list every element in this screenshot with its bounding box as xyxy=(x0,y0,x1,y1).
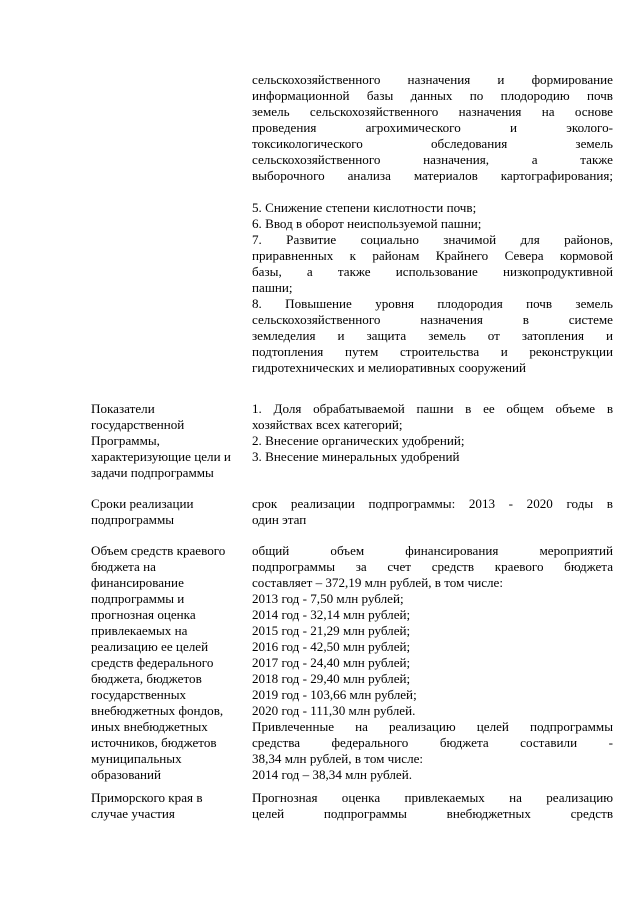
task-text-line: выборочного анализа материалов картографирования; xyxy=(252,168,613,183)
indicators-value-line: 3. Внесение минеральных удобрений xyxy=(252,449,460,464)
funding-label-line: бюджета на xyxy=(91,559,156,574)
funding-label-line: подпрограммы и xyxy=(91,591,185,606)
funding-value-line: 2014 год - 32,14 млн рублей; xyxy=(252,607,411,622)
funding-label-line: реализацию ее целей xyxy=(91,639,209,654)
task-text-line: сельскохозяйственного назначения и формирование xyxy=(252,72,613,87)
task-item-line: приравненных к районам Крайнего Севера кормовой xyxy=(252,248,613,263)
funding-label-line: иных внебюджетных xyxy=(91,719,208,734)
funding-value-line: 2018 год - 29,40 млн рублей; xyxy=(252,671,411,686)
funding-value-line: целей подпрограммы внебюджетных средств xyxy=(252,806,613,821)
funding-value-line: 2013 год - 7,50 млн рублей; xyxy=(252,591,404,606)
indicators-value-line: хозяйствах всех категорий; xyxy=(252,417,403,432)
task-item-line: 5. Снижение степени кислотности почв; xyxy=(252,200,477,215)
funding-value-line: Прогнозная оценка привлекаемых на реализацию xyxy=(252,790,613,805)
task-text-line: проведения агрохимического и эколого- xyxy=(252,120,613,135)
funding-label-line: средств федерального xyxy=(91,655,214,670)
task-text-line: земель сельскохозяйственного назначения на основе xyxy=(252,104,613,119)
indicators-label-line: задачи подпрограммы xyxy=(91,465,214,480)
funding-value-line: 38,34 млн рублей, в том числе: xyxy=(252,751,424,766)
task-text-line: токсикологического обследования земель xyxy=(252,136,613,151)
funding-value-line: 2020 год - 111,30 млн рублей. xyxy=(252,703,416,718)
funding-value-line: общий объем финансирования мероприятий xyxy=(252,543,613,558)
task-text-line: информационной базы данных по плодородию почв xyxy=(252,88,613,103)
task-item-line: базы, а также использование низкопродуктивной xyxy=(252,264,613,279)
funding-value-line: Привлеченные на реализацию целей подпрограммы xyxy=(252,719,613,734)
terms-value-line: один этап xyxy=(252,512,307,527)
indicators-label-line: Показатели xyxy=(91,401,155,416)
indicators-label-line: характеризующие цели и xyxy=(91,449,231,464)
indicators-label-line: государственной xyxy=(91,417,185,432)
task-item-line: 7. Развитие социально значимой для районов, xyxy=(252,232,613,247)
funding-value-line: средства федерального бюджета составили - xyxy=(252,735,613,750)
funding-label-line: привлекаемых на xyxy=(91,623,188,638)
task-text-line: сельскохозяйственного назначения, а также xyxy=(252,152,613,167)
task-item-line: земледелия и защита земель от затопления и xyxy=(252,328,613,343)
funding-value-line: составляет – 372,19 млн рублей, в том числе: xyxy=(252,575,503,590)
indicators-value-line: 1. Доля обрабатываемой пашни в ее общем объеме в xyxy=(252,401,613,416)
funding-label-line: финансирование xyxy=(91,575,184,590)
task-item-line: гидротехнических и мелиоративных сооружений xyxy=(252,360,526,375)
funding-label-line: прогнозная оценка xyxy=(91,607,196,622)
funding-label-line: Приморского края в xyxy=(91,790,203,805)
funding-value-line: подпрограммы за счет средств краевого бюджета xyxy=(252,559,613,574)
funding-label-line: случае участия xyxy=(91,806,175,821)
task-item-line: 8. Повышение уровня плодородия почв земель xyxy=(252,296,613,311)
funding-value-line: 2017 год - 24,40 млн рублей; xyxy=(252,655,411,670)
funding-value-line: 2014 год – 38,34 млн рублей. xyxy=(252,767,412,782)
funding-label-line: внебюджетных фондов, xyxy=(91,703,224,718)
indicators-label-line: Программы, xyxy=(91,433,160,448)
task-item-line: подтопления путем строительства и реконструкции xyxy=(252,344,613,359)
funding-value-line: 2016 год - 42,50 млн рублей; xyxy=(252,639,411,654)
funding-value-line: 2015 год - 21,29 млн рублей; xyxy=(252,623,411,638)
funding-label-line: источников, бюджетов xyxy=(91,735,217,750)
terms-label-line: Сроки реализации xyxy=(91,496,194,511)
terms-value-line: срок реализации подпрограммы: 2013 - 2020 годы в xyxy=(252,496,613,511)
funding-label-line: Объем средств краевого xyxy=(91,543,226,558)
task-item-line: 6. Ввод в оборот неиспользуемой пашни; xyxy=(252,216,482,231)
funding-label-line: образований xyxy=(91,767,162,782)
terms-label-line: подпрограммы xyxy=(91,512,175,527)
task-item-line: пашни; xyxy=(252,280,293,295)
funding-label-line: бюджета, бюджетов xyxy=(91,671,202,686)
funding-label-line: муниципальных xyxy=(91,751,182,766)
funding-label-line: государственных xyxy=(91,687,187,702)
indicators-value-line: 2. Внесение органических удобрений; xyxy=(252,433,465,448)
task-item-line: сельскохозяйственного назначения в системе xyxy=(252,312,613,327)
funding-value-line: 2019 год - 103,66 млн рублей; xyxy=(252,687,417,702)
